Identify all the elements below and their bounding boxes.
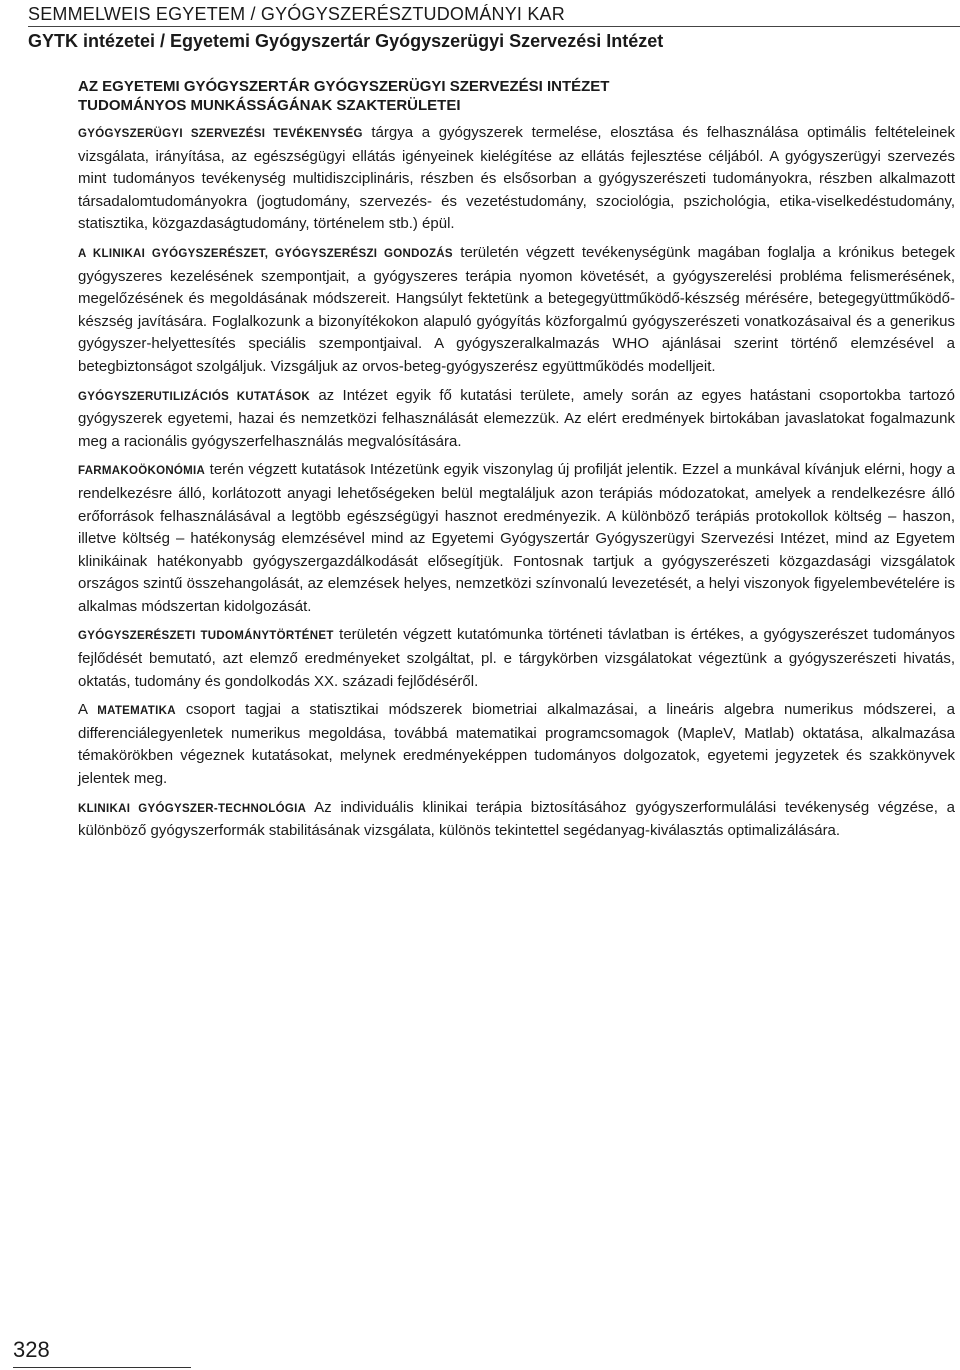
page-number-rule: [13, 1367, 191, 1368]
header-rule: [28, 26, 960, 27]
paragraph-text: területén végzett tevékenységünk magában foglalja a krónikus betegek gyógyszeres kezelésének szempontjait, a gyógyszeres terápia nyomon követését, a gyógyszerelési probléma felismerésének, megelőzésének és megoldásának módszereit. Hangsúlyt fektetünk a betegegyüttműködő-készség mérésére, betegegyüttműködő-készség javítására. Foglalkozunk a bizonyítékokon alapuló gyógyítás közforgalmú gyógyszerészeti vonatkozásaival és a generikus gyógyszer-helyettesítés speciális szempontjaival. A gyógyszeralkalmazás WHO ajánlásai szerint történő elemzésével a betegbiztonságot szolgáljuk. Vizsgáljuk az orvos-beteg-gyógyszerész együttműködés modelljeit.: [78, 243, 956, 375]
paragraph-keyword: GYÓGYSZERUTILIZÁCIÓS KUTATÁSOK: [78, 390, 310, 403]
paragraph-text: területén végzett kutatómunka történeti távlatban is értékes, a gyógyszerészet tudományos fejlődését bemutató, azt elemző eredményeket szolgáltat, pl. e tárgykörben vizsgálatokat végeztünk a gyógyszerészeti hivatás, oktatás, tudomány és gondolkodás XX. századi fejlődéséről.: [78, 626, 955, 690]
paragraph-keyword: A KLINIKAI GYÓGYSZERÉSZET, GYÓGYSZERÉSZI GONDOZÁS: [78, 247, 453, 260]
paragraph-lead: A: [78, 701, 98, 719]
paragraph-keyword: MATEMATIKA: [97, 705, 176, 718]
running-header-section: GYTK intézetei / Egyetemi Gyógyszertár Gyógyszerügyi Szervezési Intézet: [28, 31, 664, 51]
page-title-line-2: TUDOMÁNYOS MUNKÁSSÁGÁNAK SZAKTERÜLETEI: [78, 97, 461, 114]
paragraph-keyword: FARMAKOÖKONÓMIA: [78, 465, 206, 478]
paragraph-text: az Intézet egyik fő kutatási területe, amely során az egyes hatástani csoportokba tartozó gyógyszerek egyetemi, hazai és nemzetközi felhasználását elemezzük. Az elért eredmények birtokában javaslatokat fogalmazunk meg a racionális gyógyszerfelhasználás megvalósítására.: [78, 386, 956, 450]
page-title-line-1: AZ EGYETEMI GYÓGYSZERTÁR GYÓGYSZERÜGYI SZERVEZÉSI INTÉZET: [78, 78, 610, 95]
paragraph-farmakookonomia: [78, 459, 955, 618]
paragraph-matematika: [78, 699, 955, 790]
paragraph-gyogyszerugyi-szervezes: [78, 122, 955, 236]
paragraph-tudomanytortenet: [78, 624, 955, 693]
paragraph-text: Az individuális klinikai terápia biztosításához gyógyszerformulálási tevékenység végzése, a különböző gyógyszerformák stabilitásának vizsgálata, különös tekintettel segédanyag-kiválasztás optimalizálására.: [78, 798, 955, 840]
paragraph-text: terén végzett kutatások Intézetünk egyik viszonylag új profilját jelentik. Ezzel a munkával kívánjuk elérni, hogy a rendelkezésre álló, korlátozott anyagi lehetőségeken belül megtaláljuk azon terápiás módozatokat, amelyek a rendelkezésre álló erőforrások felhasználásával a legtöbb egészségügyi hasznot eredményezik. A különböző terápiás protokollok költség – haszon, illetve költség – hatékonyság elemzésével mind az Egyetemi Gyógyszertár Gyógyszerügyi Szervezési Intézet, mind az Egyetem klinikáinak hatékonyabb gyógyszergazdálkodását elősegítjük. Fontosnak tartjuk a gyógyszerészeti közgazdasági vizsgálatok országos szintű összehangolását, az elemzések helyes, nemzetközi színvonalú levezetését, a helyi viszonyok figyelembevételére is alkalmas módszertan kidolgozását.: [78, 461, 955, 615]
paragraph-keyword: GYÓGYSZERÜGYI SZERVEZÉSI TEVÉKENYSÉG: [78, 128, 363, 140]
paragraph-keyword: GYÓGYSZERÉSZETI TUDOMÁNYTÖRTÉNET: [78, 630, 334, 643]
main-content: [78, 77, 955, 843]
paragraph-text: csoport tagjai a statisztikai módszerek biometriai alkalmazásai, a lineáris algebra numerikus módszerei, a differenciálegyenletek numerikus megoldása, továbbá matematikai programcsomagok (MapleV, Matlab) oktatása, alkalmazása témakörökben végeznek kutatásokat, melynek eredményeképpen tudományos dolgozatok, egyetemi jegyzetek és szakkönyvek jelentek meg.: [78, 701, 955, 788]
paragraph-gyogyszerutilizacio: [78, 385, 955, 454]
page-number: 328: [13, 1337, 50, 1362]
paragraph-text: tárgya a gyógyszerek termelése, elosztása és felhasználása optimális feltételeinek vizsgálata, irányítása, az egészségügyi ellátás igényeinek kielégítése az ellátás fejlesztése céljából. A gyógyszerügyi szervezés mint tudományos tevékenység multidiszciplináris, részben és elsősorban a gyógyszerészeti tudományokra, részben alkalmazott társadalomtudományokra (jogtudomány, szervezés- és vezetéstudomány, szociológia, pszichológia, etika-viselkedéstudomány, statisztika, közgazdaságtudomány, történelem stb.) épül.: [78, 124, 955, 233]
page-title: [78, 77, 955, 115]
paragraph-klinikai-gyogyszereszet: [78, 242, 955, 379]
paragraph-keyword: KLINIKAI GYÓGYSZER-TECHNOLÓGIA: [78, 802, 307, 815]
paragraph-klinikai-gyogyszer-technologia: [78, 797, 955, 843]
running-header-university: SEMMELWEIS EGYETEM / GYÓGYSZERÉSZTUDOMÁNYI KAR: [28, 4, 565, 24]
